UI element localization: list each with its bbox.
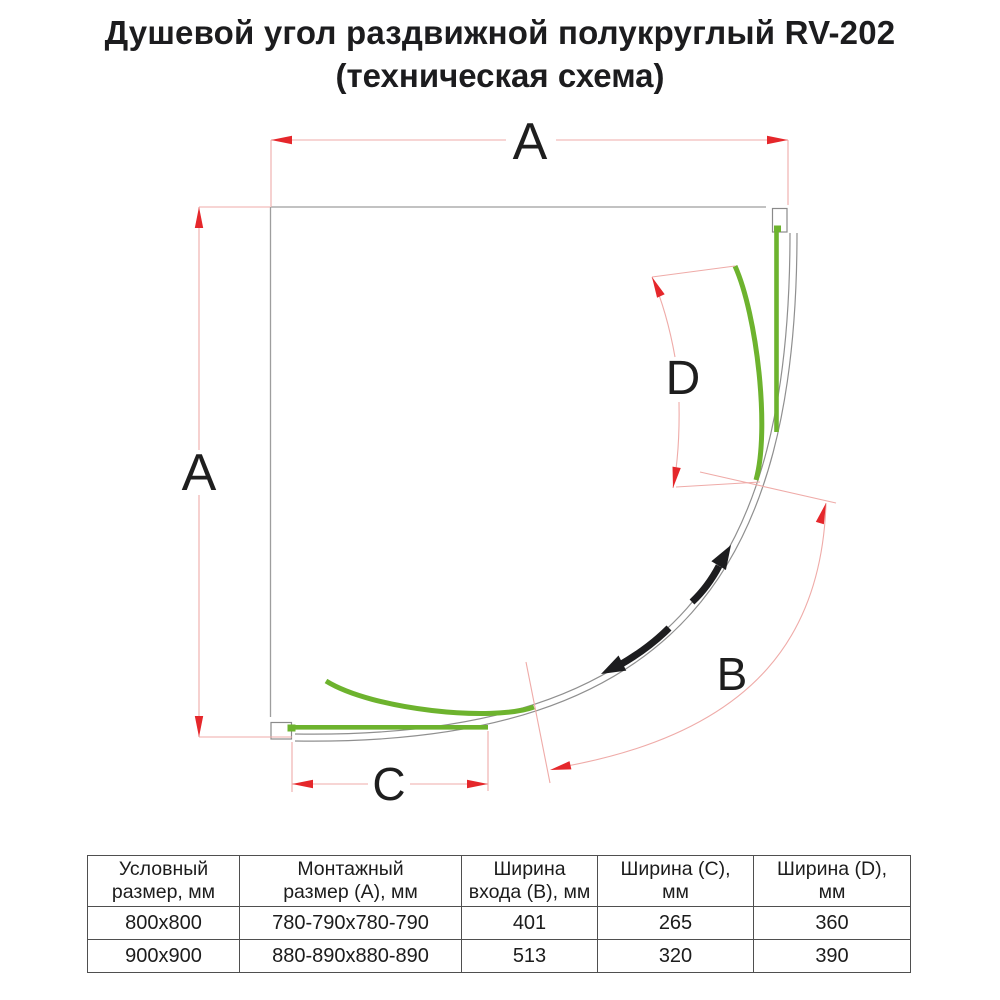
- arrow-b-bottom: [549, 761, 571, 774]
- cell-nominal: 900x900: [88, 940, 240, 973]
- arrow-a-top-right: [767, 136, 788, 144]
- cell-entry: 401: [462, 907, 598, 940]
- size-spec-table: [87, 855, 911, 973]
- cell-mount: 780-790x780-790: [240, 907, 462, 940]
- col-header-width-c: Ширина (С), мм: [598, 856, 754, 907]
- leader-d-top: [652, 266, 735, 277]
- arrow-a-left-up: [195, 207, 203, 228]
- col-header-entry-width-b: Ширина входа (В), мм: [462, 856, 598, 907]
- arrow-a-left-down: [195, 716, 203, 737]
- title-line-2: (техническая схема): [335, 57, 665, 94]
- dim-b-arc: [567, 503, 826, 766]
- label-height-a: A: [181, 444, 217, 502]
- label-entry-b: B: [716, 648, 748, 700]
- label-width-a: A: [512, 113, 548, 171]
- table-row-900: [88, 940, 911, 973]
- walls: [271, 207, 767, 717]
- arrow-a-top-left: [271, 136, 292, 144]
- sliding-doors: [295, 232, 777, 727]
- cell-nominal: 800x800: [88, 907, 240, 940]
- col-header-width-d: Ширина (D), мм: [754, 856, 911, 907]
- cell-width-d: 360: [754, 907, 911, 940]
- arrow-d-bottom: [669, 467, 681, 489]
- door-d-open-arc: [735, 266, 762, 480]
- table-header-row: [88, 856, 911, 907]
- table-row-800: [88, 907, 911, 940]
- bottom-left-door-end: [288, 725, 296, 732]
- cell-width-c: 320: [598, 940, 754, 973]
- cell-entry: 513: [462, 940, 598, 973]
- ext-b-top: [700, 472, 836, 503]
- label-door-d: D: [665, 352, 701, 405]
- arrow-c-right: [467, 780, 488, 788]
- top-right-door-end: [774, 226, 781, 233]
- door-c-open-arc: [326, 681, 534, 713]
- arrow-b-top: [816, 502, 830, 525]
- cell-width-c: 265: [598, 907, 754, 940]
- col-header-mount-size-a: Монтажный размер (А), мм: [240, 856, 462, 907]
- title-line-1: Душевой угол раздвижной полукруглый RV-202: [104, 14, 896, 51]
- label-door-c: C: [372, 758, 406, 810]
- col-header-nominal-size: Условный размер, мм: [88, 856, 240, 907]
- slide-arrow-down-tail: [618, 628, 669, 666]
- arrow-c-left: [292, 780, 313, 788]
- cell-mount: 880-890x880-890: [240, 940, 462, 973]
- arrow-d-top: [648, 275, 664, 298]
- cell-width-d: 390: [754, 940, 911, 973]
- ext-b-bottom: [526, 662, 550, 783]
